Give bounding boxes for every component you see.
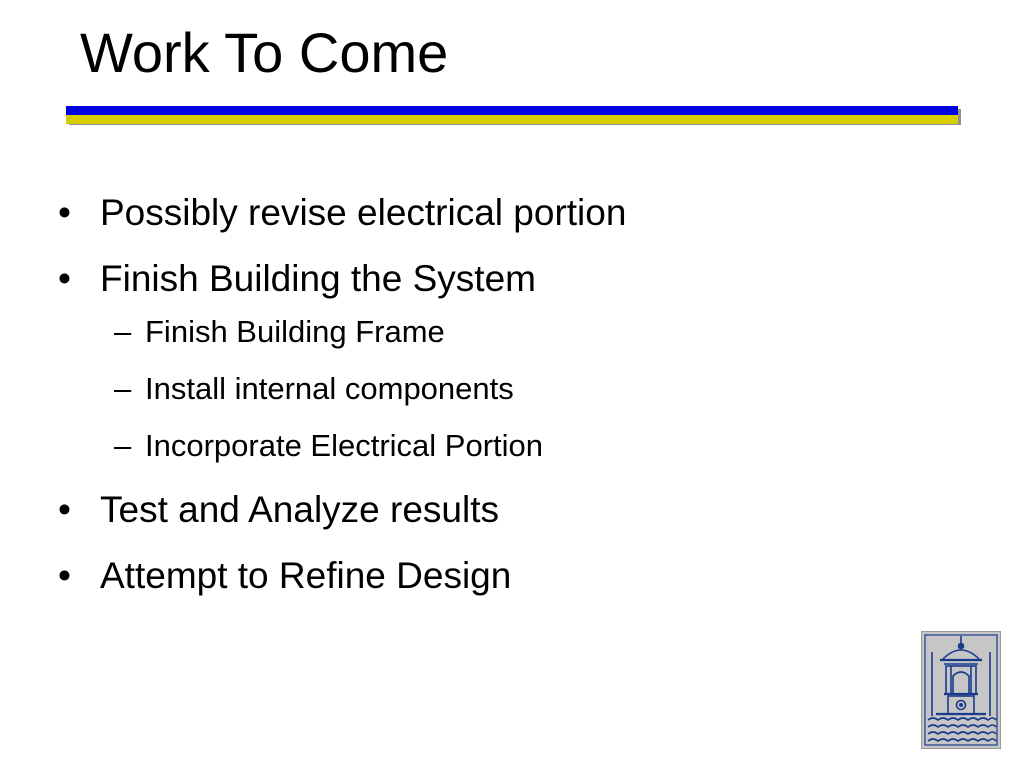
sub-bullet-text: Finish Building Frame	[145, 314, 445, 349]
university-tower-logo-icon	[921, 631, 1001, 749]
sub-bullet-list	[56, 312, 956, 466]
title-rule-blue	[66, 106, 958, 115]
bullet-item	[56, 483, 956, 537]
sub-bullet-text: Install internal components	[145, 371, 514, 406]
dash-icon: –	[114, 314, 132, 349]
bullet-item	[56, 549, 956, 603]
bullet-item	[56, 186, 956, 240]
sub-bullet-text: Incorporate Electrical Portion	[145, 428, 544, 463]
sub-bullet-item	[56, 369, 956, 409]
bullet-text: Possibly revise electrical portion	[100, 192, 627, 233]
slide-title: Work To Come	[80, 21, 449, 84]
bullet-icon: •	[58, 258, 71, 299]
dash-icon: –	[114, 371, 132, 406]
sub-bullet-group	[56, 312, 956, 466]
sub-bullet-item	[56, 312, 956, 352]
dash-icon: –	[114, 428, 132, 463]
bullet-icon: •	[58, 192, 71, 233]
bullet-item	[56, 252, 956, 306]
bullet-icon: •	[58, 555, 71, 596]
title-rule-yellow	[66, 115, 958, 124]
bullet-text: Attempt to Refine Design	[100, 555, 512, 596]
bullet-text: Test and Analyze results	[100, 489, 499, 530]
bullet-icon: •	[58, 489, 71, 530]
bullet-text: Finish Building the System	[100, 258, 536, 299]
sub-bullet-item	[56, 426, 956, 466]
bullet-list	[56, 186, 956, 615]
